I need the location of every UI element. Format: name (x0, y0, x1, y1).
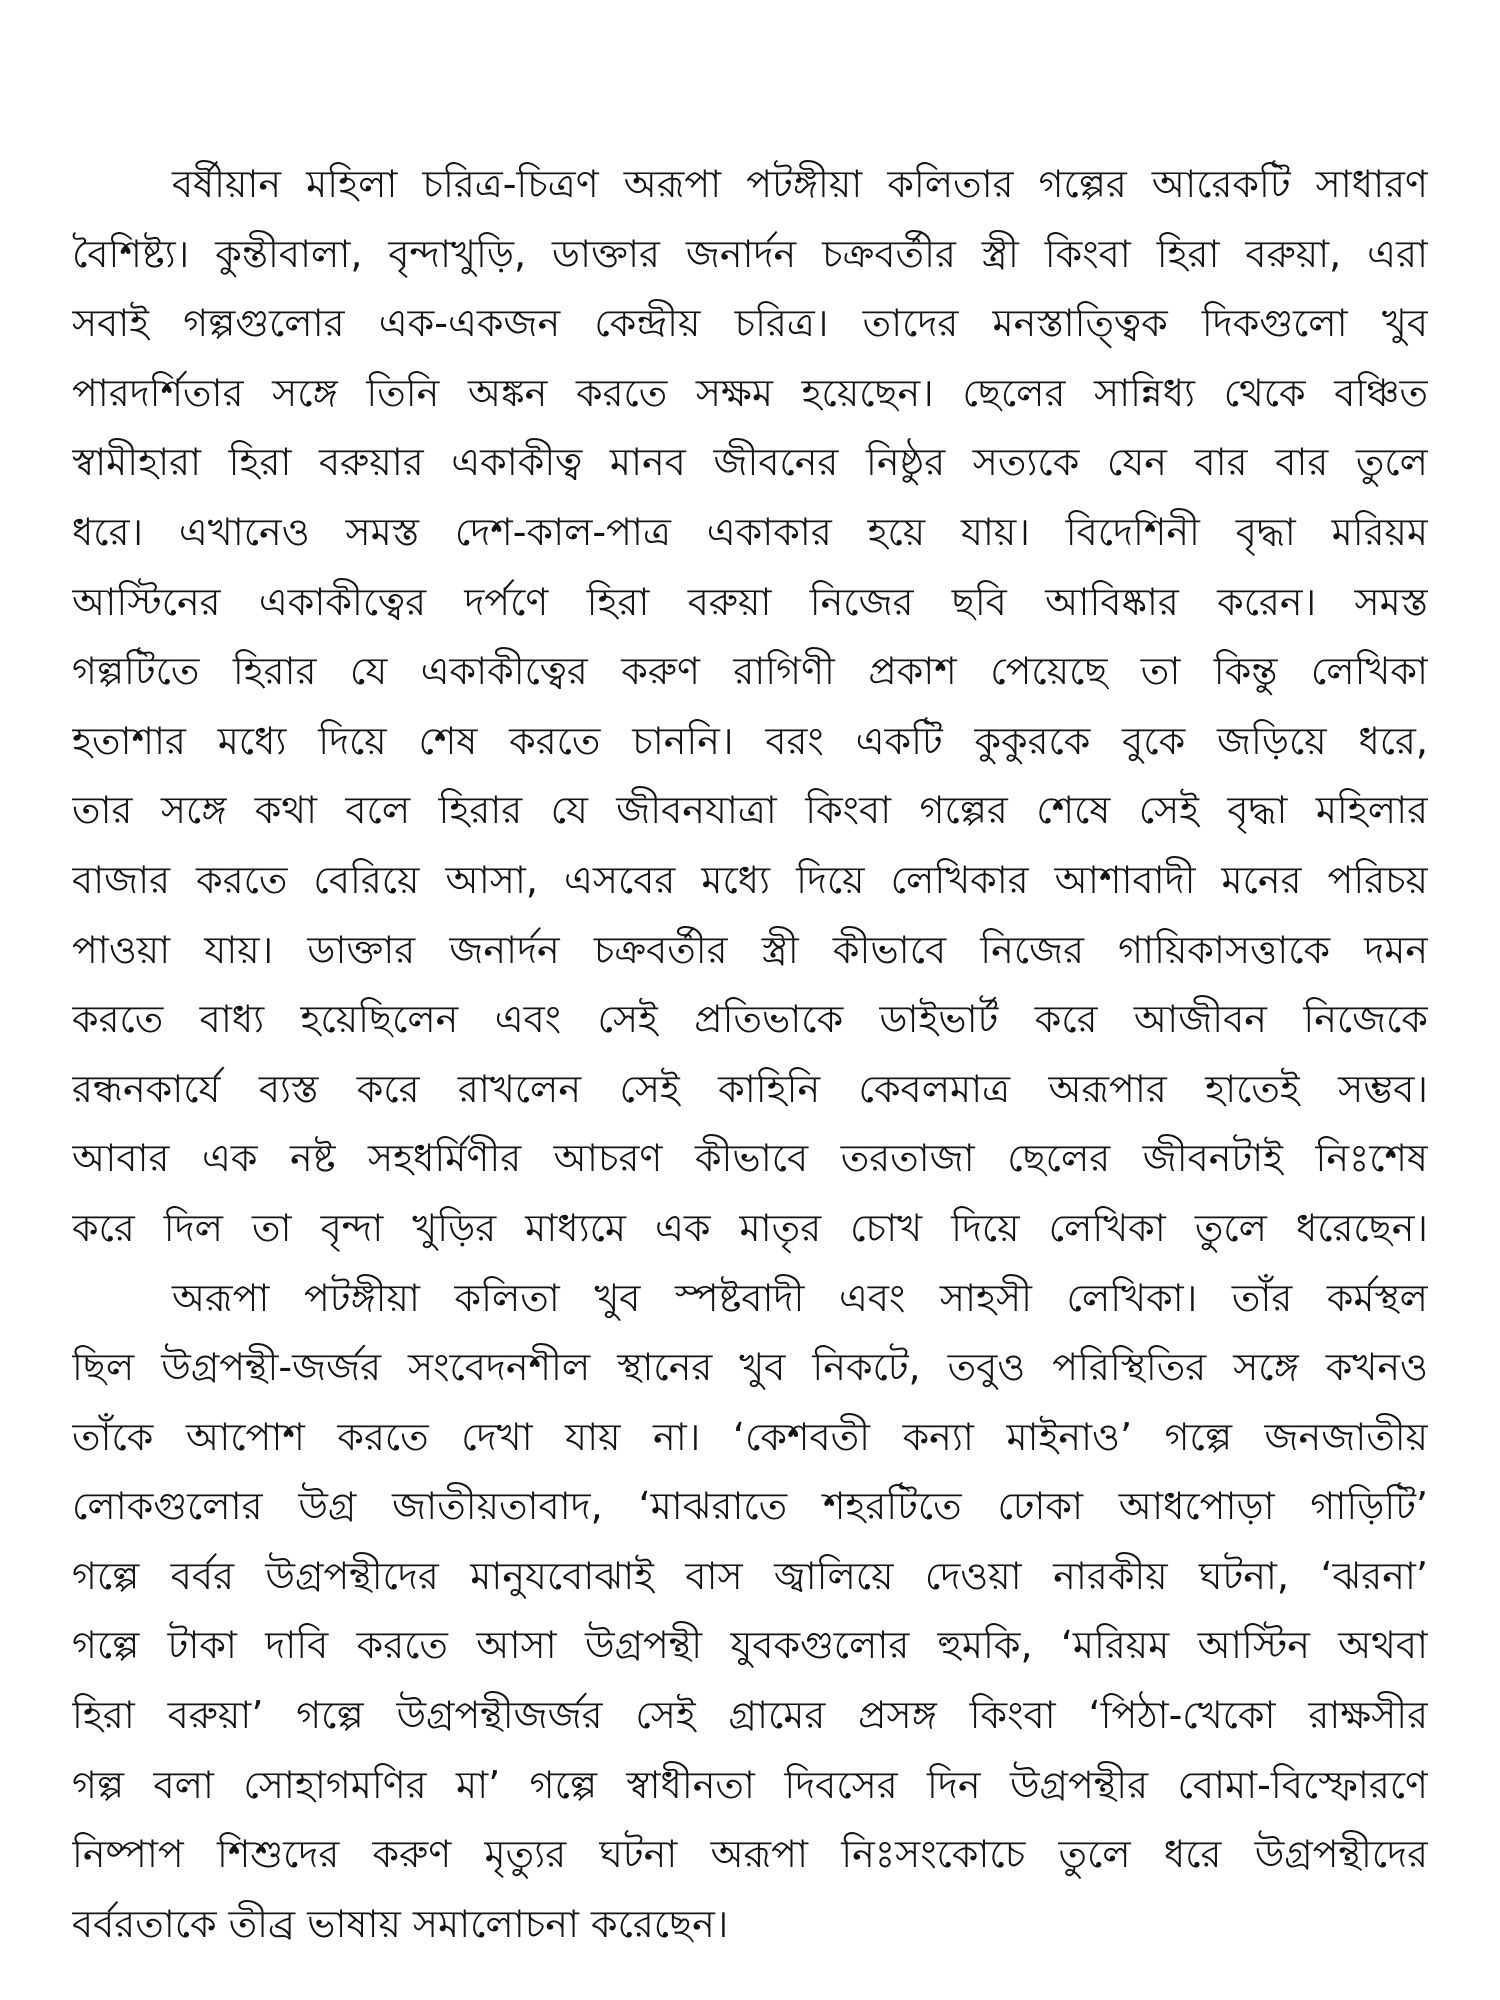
text-line: ধরে। এখানেও সমস্ত দেশ-কাল-পাত্র একাকার হয়ে যায়। বিদেশিনী বৃদ্ধা মরিয়ম (72, 509, 1428, 554)
text-line: বৈশিষ্ট্য। কুন্তীবালা, বৃন্দাখুড়ি, ডাক্তার জনার্দন চক্রবর্তীর স্ত্রী কিংবা হিরা বরুয়া, এরা (72, 231, 1428, 276)
text-line: হিরা বরুয়া’ গল্পে উগ্রপন্থীজর্জর সেই গ্রামের প্রসঙ্গ কিংবা ‘পিঠা-খেকো রাক্ষসীর (72, 1693, 1428, 1738)
text-line: বর্বরতাকে তীব্র ভাষায় সমালোচনা করেছেন। (72, 1901, 729, 1946)
text-line: আস্টিনের একাকীত্বের দর্পণে হিরা বরুয়া নিজের ছবি আবিষ্কার করেন। সমস্ত (72, 579, 1428, 624)
text-line: তার সঙ্গে কথা বলে হিরার যে জীবনযাত্রা কিংবা গল্পের শেষে সেই বৃদ্ধা মহিলার (72, 788, 1428, 833)
body-text (72, 150, 1428, 1959)
text-line: স্বামীহারা হিরা বরুয়ার একাকীত্ব মানব জীবনের নিষ্ঠুর সত্যকে যেন বার বার তুলে (72, 440, 1428, 485)
text-line: বাজার করতে বেরিয়ে আসা, এসবের মধ্যে দিয়ে লেখিকার আশাবাদী মনের পরিচয় (72, 857, 1428, 902)
text-line: হতাশার মধ্যে দিয়ে শেষ করতে চাননি। বরং একটি কুকুরকে বুকে জড়িয়ে ধরে, (72, 718, 1428, 763)
text-line: ছিল উগ্রপন্থী-জর্জর সংবেদনশীল স্থানের খুব নিকটে, তবুও পরিস্থিতির সঙ্গে কখনও (72, 1345, 1428, 1390)
text-line: নিষ্পাপ শিশুদের করুণ মৃত্যুর ঘটনা অরূপা নিঃসংকোচে তুলে ধরে উগ্রপন্থীদের (72, 1832, 1428, 1877)
text-line: পাওয়া যায়। ডাক্তার জনার্দন চক্রবর্তীর স্ত্রী কীভাবে নিজের গায়িকাসত্তাকে দমন (72, 927, 1428, 972)
paragraph-2 (72, 1264, 1428, 1960)
text-line: রন্ধনকার্যে ব্যস্ত করে রাখলেন সেই কাহিনি কেবলমাত্র অরূপার হাতেই সম্ভব। (72, 1066, 1428, 1111)
text-line: করতে বাধ্য হয়েছিলেন এবং সেই প্রতিভাকে ডাইভার্ট করে আজীবন নিজেকে (72, 997, 1428, 1042)
text-line: সবাই গল্পগুলোর এক-একজন কেন্দ্রীয় চরিত্র। তাদের মনস্তাত্ত্বিক দিকগুলো খুব (72, 301, 1428, 346)
text-line: আবার এক নষ্ট সহধর্মিণীর আচরণ কীভাবে তরতাজা ছেলের জীবনটাই নিঃশেষ (72, 1136, 1428, 1181)
text-line: করে দিল তা বৃন্দা খুড়ির মাধ্যমে এক মাতৃর চোখ দিয়ে লেখিকা তুলে ধরেছেন। (72, 1205, 1428, 1250)
text-line: লোকগুলোর উগ্র জাতীয়তাবাদ, ‘মাঝরাতে শহরটিতে ঢোকা আধপোড়া গাড়িটি’ (72, 1484, 1428, 1529)
paragraph-1 (72, 150, 1428, 1264)
text-line: গল্পটিতে হিরার যে একাকীত্বের করুণ রাগিণী প্রকাশ পেয়েছে তা কিন্তু লেখিকা (72, 649, 1428, 694)
text-line: গল্পে টাকা দাবি করতে আসা উগ্রপন্থী যুবকগুলোর হুমকি, ‘মরিয়ম আস্টিন অথবা (72, 1623, 1428, 1668)
text-line: অরূপা পটঙ্গীয়া কলিতা খুব স্পষ্টবাদী এবং সাহসী লেখিকা। তাঁর কর্মস্থল (172, 1275, 1428, 1320)
text-line: তাঁকে আপোশ করতে দেখা যায় না। ‘কেশবতী কন্যা মাইনাও’ গল্পে জনজাতীয় (72, 1414, 1428, 1459)
text-line: বর্ষীয়ান মহিলা চরিত্র-চিত্রণ অরূপা পটঙ্গীয়া কলিতার গল্পের আরেকটি সাধারণ (172, 162, 1428, 206)
text-line: গল্পে বর্বর উগ্রপন্থীদের মানুযবোঝাই বাস জ্বালিয়ে দেওয়া নারকীয় ঘটনা, ‘ঝরনা’ (72, 1553, 1428, 1598)
text-line: পারদর্শিতার সঙ্গে তিনি অঙ্কন করতে সক্ষম হয়েছেন। ছেলের সান্নিধ্য থেকে বঞ্চিত (72, 370, 1428, 415)
text-line: গল্প বলা সোহাগমণির মা’ গল্পে স্বাধীনতা দিবসের দিন উগ্রপন্থীর বোমা-বিস্ফোরণে (72, 1762, 1428, 1807)
